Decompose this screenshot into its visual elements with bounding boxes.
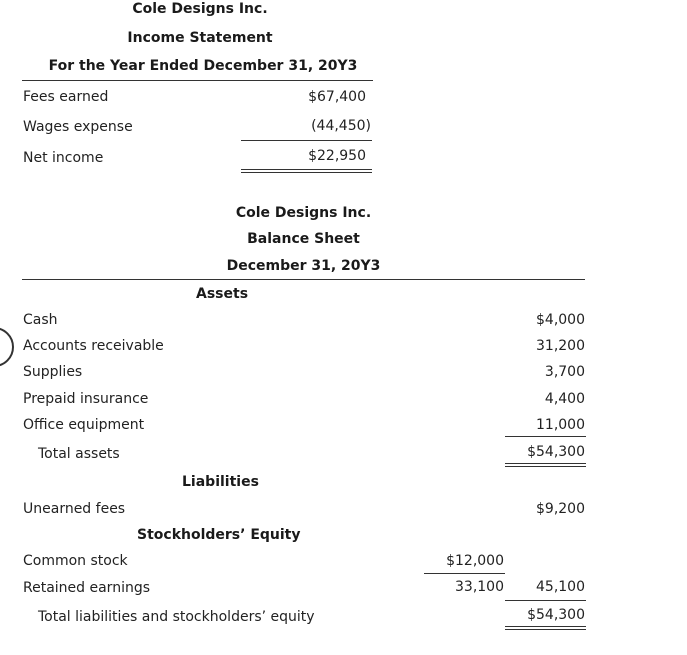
bs-asset-amount: $4,000 xyxy=(536,312,585,328)
bs-equity-heading: Stockholders’ Equity xyxy=(137,527,301,543)
bs-asset-label: Supplies xyxy=(23,364,83,380)
bs-equity-label: Retained earnings xyxy=(23,580,151,596)
is-row-label: Wages expense xyxy=(23,119,133,135)
is-period: For the Year Ended December 31, 20Y3 xyxy=(48,58,358,74)
bs-liabilities-heading: Liabilities xyxy=(182,474,259,490)
is-double-rule-top xyxy=(241,169,372,170)
is-row-amount: $22,950 xyxy=(308,148,366,164)
bs-equity-sub-amount: 33,100 xyxy=(455,579,504,595)
bs-total-assets-label: Total assets xyxy=(38,446,120,462)
bs-asset-amount: 3,700 xyxy=(544,364,585,380)
bs-header-rule xyxy=(22,279,585,280)
bs-assets-double-rule-bottom xyxy=(505,466,586,467)
is-row-amount: $67,400 xyxy=(308,89,366,105)
selection-circle-icon xyxy=(0,327,14,367)
is-double-rule-bottom xyxy=(241,172,372,173)
bs-assets-heading: Assets xyxy=(196,286,249,302)
bs-total-le-amount: $54,300 xyxy=(527,607,585,623)
bs-asset-label: Office equipment xyxy=(23,417,145,433)
bs-equity-sub-amount: $12,000 xyxy=(446,553,504,569)
is-row-label: Fees earned xyxy=(23,89,109,105)
bs-le-double-rule-top xyxy=(505,626,586,627)
bs-assets-subtotal-rule xyxy=(505,436,586,437)
is-row-amount: (44,450) xyxy=(311,118,371,134)
bs-total-assets-amount: $54,300 xyxy=(527,444,585,460)
bs-company-name: Cole Designs Inc. xyxy=(235,205,372,221)
bs-asset-amount: 4,400 xyxy=(544,391,585,407)
bs-asset-label: Cash xyxy=(23,312,58,328)
is-title: Income Statement xyxy=(127,30,273,46)
is-subtotal-rule xyxy=(241,140,372,141)
bs-asset-label: Accounts receivable xyxy=(23,338,164,354)
is-row-label: Net income xyxy=(23,150,104,166)
bs-liability-amount: $9,200 xyxy=(536,501,585,517)
bs-le-double-rule-bottom xyxy=(505,629,586,630)
bs-assets-double-rule-top xyxy=(505,463,586,464)
bs-total-le-label: Total liabilities and stockholders’ equity xyxy=(38,609,315,625)
bs-equity-sub-rule xyxy=(424,573,505,574)
bs-equity-label: Common stock xyxy=(23,553,128,569)
bs-title: Balance Sheet xyxy=(247,231,360,247)
bs-asset-label: Prepaid insurance xyxy=(23,391,149,407)
bs-asset-amount: 11,000 xyxy=(536,417,585,433)
is-header-rule xyxy=(22,80,373,81)
bs-equity-subtotal-rule xyxy=(505,600,586,601)
bs-liability-label: Unearned fees xyxy=(23,501,126,517)
bs-equity-amount: 45,100 xyxy=(536,579,585,595)
is-company-name: Cole Designs Inc. xyxy=(132,1,268,17)
bs-date: December 31, 20Y3 xyxy=(226,258,381,274)
bs-asset-amount: 31,200 xyxy=(536,338,585,354)
